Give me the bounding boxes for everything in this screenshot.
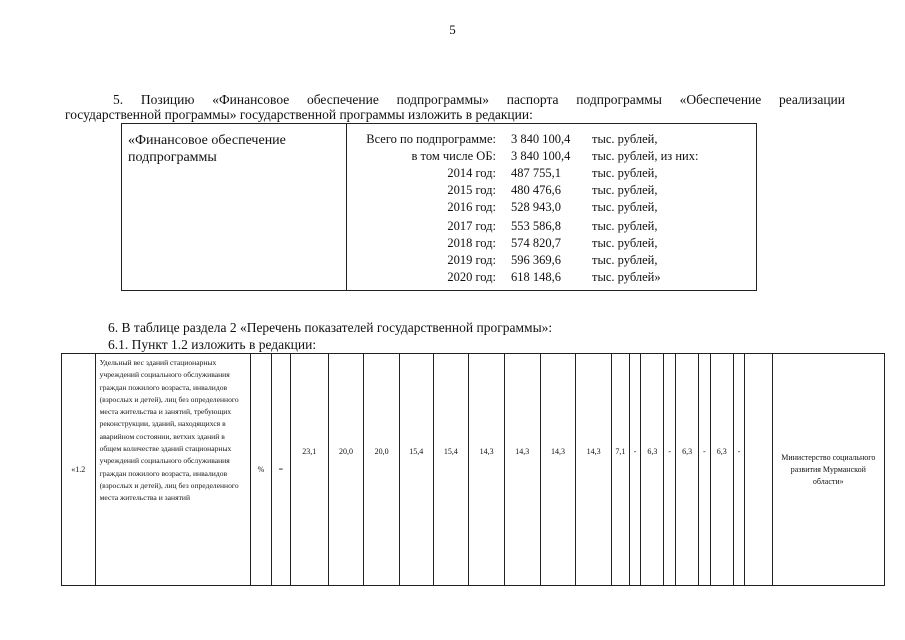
indicator-number: «1.2: [62, 354, 96, 586]
finance-row-unit: тыс. рублей, из них:: [592, 149, 699, 163]
finance-row-value: 3 840 100,4: [511, 132, 571, 146]
indicator-name: Удельный вес зданий стационарных учреждений социального обслуживания граждан пожилого возраста, инвалидов (взрослых и детей), лиц без определенного места жительства и занятий, требующих реконструкции, зданий, находящихся в аварийном состоянии, ветхих зданий в общем количестве зданий стационарных учреждений социального обслуживания граждан пожилого возраста, инвалидов (взрослых и детей), лиц без определенного места жительства и занятий: [95, 354, 250, 586]
indicator-value: 20,0: [364, 354, 400, 586]
finance-row: [348, 253, 758, 270]
finance-row: [348, 183, 758, 200]
paragraph-5-line1: 5. Позицию «Финансовое обеспечение подпрограммы» паспорта подпрограммы «Обеспечение реализации: [113, 92, 845, 107]
finance-row-unit: тыс. рублей»: [592, 270, 661, 284]
finance-row-unit: тыс. рублей,: [592, 132, 658, 146]
finance-row: [348, 200, 758, 217]
finance-row-label: 2019 год:: [447, 253, 496, 267]
indicator-value: 14,3: [576, 354, 612, 586]
indicator-value: 6,3: [710, 354, 733, 586]
indicator-value: -: [699, 354, 711, 586]
indicators-table: [61, 353, 885, 586]
page-number: 5: [449, 22, 456, 37]
indicator-value: 14,3: [540, 354, 576, 586]
finance-row-unit: тыс. рублей,: [592, 219, 658, 233]
finance-row: [348, 236, 758, 253]
finance-row-unit: тыс. рублей,: [592, 253, 658, 267]
finance-row: [348, 149, 758, 166]
indicator-value: 15,4: [399, 354, 433, 586]
finance-row-label: 2020 год:: [447, 270, 496, 284]
indicator-value: 20,0: [328, 354, 364, 586]
finance-row-label: 2017 год:: [447, 219, 496, 233]
finance-row-label: 2015 год:: [447, 183, 496, 197]
finance-row-label: 2016 год:: [447, 200, 496, 214]
finance-row: [348, 270, 758, 287]
indicator-value: -: [629, 354, 641, 586]
finance-row-value: 487 755,1: [511, 166, 561, 180]
indicator-value: 15,4: [433, 354, 469, 586]
indicator-direction: =: [271, 354, 290, 586]
finance-row-unit: тыс. рублей,: [592, 200, 658, 214]
finance-row-unit: тыс. рублей,: [592, 236, 658, 250]
indicator-value: 7,1: [611, 354, 629, 586]
paragraph-6-1: 6.1. Пункт 1.2 изложить в редакции:: [108, 337, 317, 352]
indicator-value: 14,3: [469, 354, 505, 586]
finance-row-value: 618 148,6: [511, 270, 561, 284]
finance-row-label: 2014 год:: [447, 166, 496, 180]
finance-row-value: 3 840 100,4: [511, 149, 571, 163]
finance-row-value: 574 820,7: [511, 236, 561, 250]
indicator-value: -: [664, 354, 676, 586]
empty-cell: [745, 354, 772, 586]
indicator-value: -: [733, 354, 745, 586]
table-row: [62, 354, 885, 586]
finance-row-label: 2018 год:: [447, 236, 496, 250]
finance-row: [348, 219, 758, 236]
finance-row-label: Всего по подпрограмме:: [366, 132, 496, 146]
finance-label: «Финансовое обеспечение подпрограммы: [122, 124, 347, 290]
paragraph-5-line2: государственной программы» государственной программы изложить в редакции:: [65, 107, 533, 122]
finance-row-unit: тыс. рублей,: [592, 166, 658, 180]
paragraph-5: [65, 92, 845, 107]
indicator-value: 14,3: [504, 354, 540, 586]
indicator-value: 23,1: [290, 354, 328, 586]
indicator-value: 6,3: [641, 354, 664, 586]
finance-row: [348, 166, 758, 183]
finance-row-value: 480 476,6: [511, 183, 561, 197]
finance-row: [348, 132, 758, 149]
indicator-unit: %: [250, 354, 271, 586]
finance-row-label: в том числе ОБ:: [411, 149, 496, 163]
indicator-ministry: Министерство социального развития Мурманской области»: [772, 354, 884, 586]
paragraph-6: 6. В таблице раздела 2 «Перечень показателей государственной программы»:: [108, 320, 553, 335]
finance-row-value: 596 369,6: [511, 253, 561, 267]
finance-row-value: 553 586,8: [511, 219, 561, 233]
finance-row-value: 528 943,0: [511, 200, 561, 214]
finance-table: [121, 123, 757, 291]
finance-row-unit: тыс. рублей,: [592, 183, 658, 197]
indicator-value: 6,3: [676, 354, 699, 586]
